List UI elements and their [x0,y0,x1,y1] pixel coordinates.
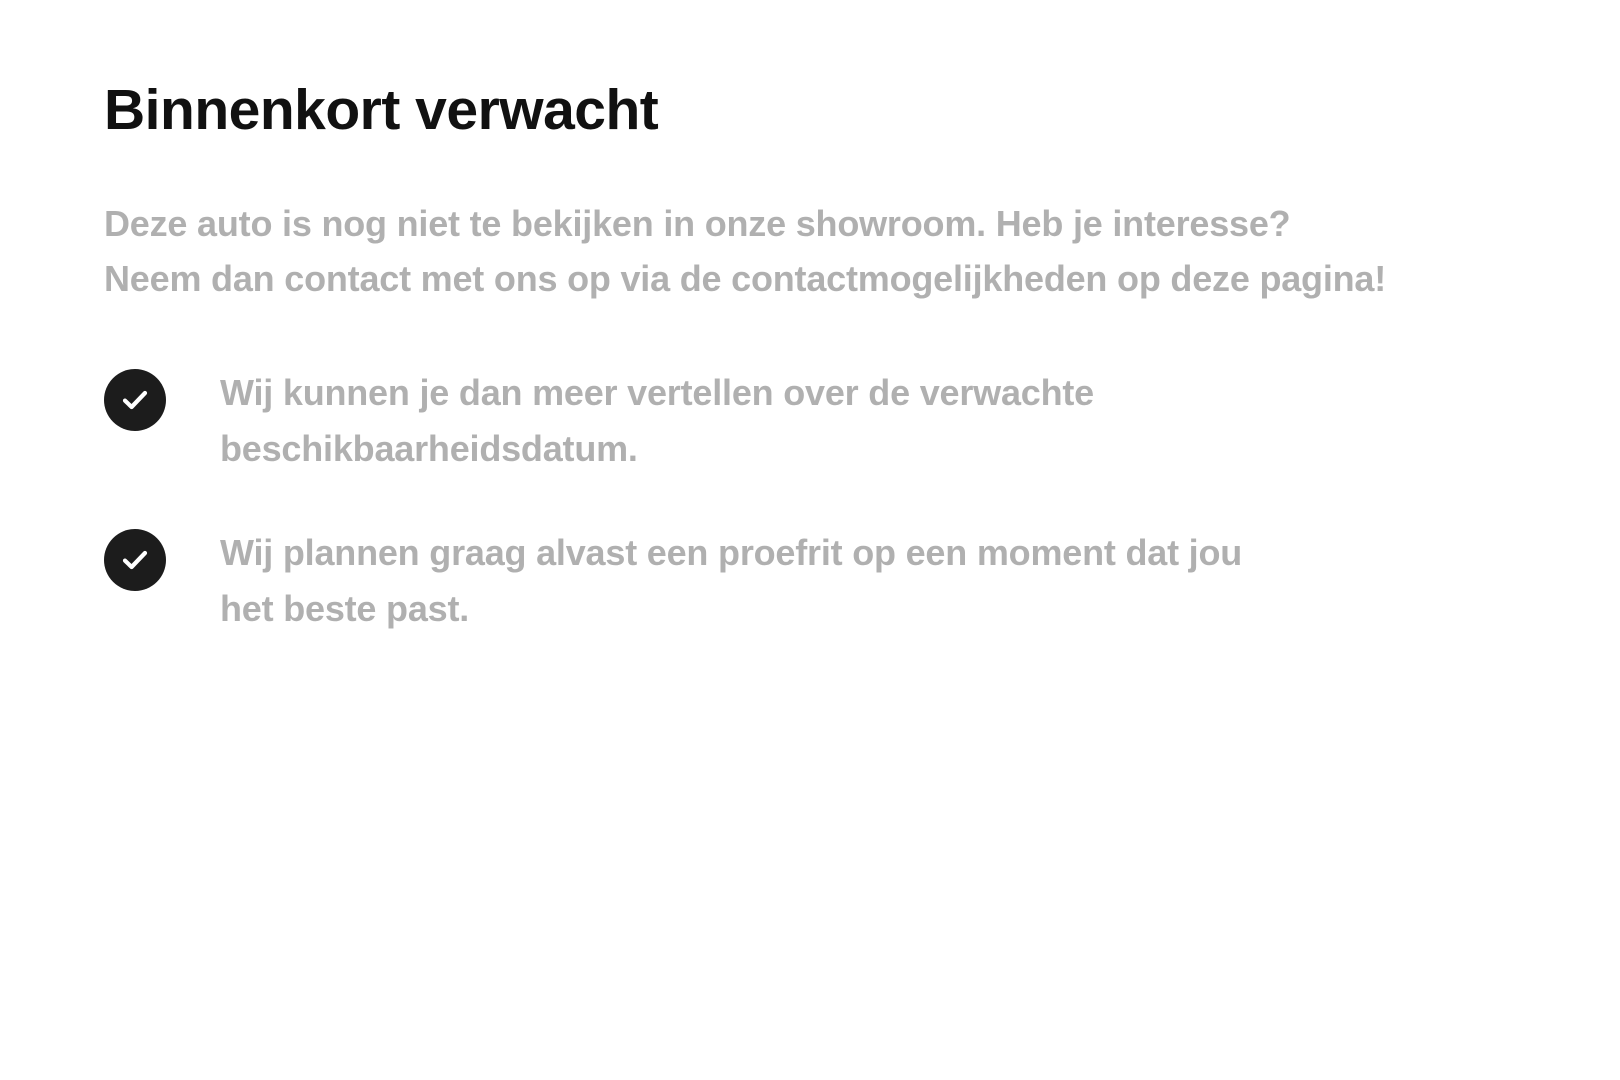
intro-paragraph: Deze auto is nog niet te bekijken in onze showroom. Heb je interesse? Neem dan contact met ons op via de contactmogelijkheden op deze pagina! [104,202,1387,300]
list-item [104,365,1516,477]
check-circle-icon [104,529,166,591]
list-item [104,525,1516,637]
benefits-list [104,365,1516,636]
page-title: Binnenkort verwacht [104,78,659,142]
benefit-label: Wij plannen graag alvast een proefrit op een moment dat jou het beste past. [220,531,1243,629]
benefit-label: Wij kunnen je dan meer vertellen over de verwachte beschikbaarheidsdatum. [220,372,1095,469]
check-circle-icon [104,369,166,431]
